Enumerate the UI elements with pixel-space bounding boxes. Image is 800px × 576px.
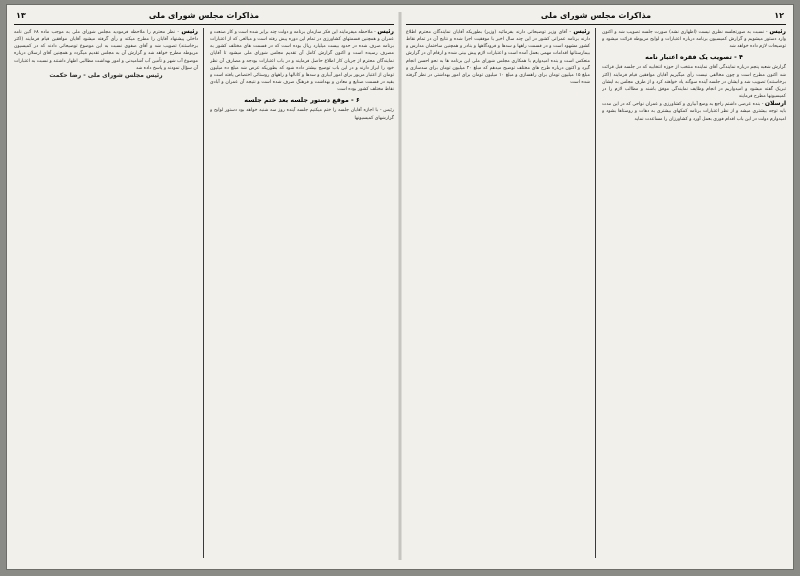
- left-header-title: مذاکرات مجلس شورای ملی: [148, 11, 260, 20]
- speaker-name: رئیس: [377, 28, 394, 35]
- closing-paragraph: رئیس - با اجازه آقایان جلسه را ختم میکنیم جلسه آینده روز سه شنبه خواهد بود دستور لوایح و گزارشهای کمیسیونها: [210, 108, 394, 121]
- left-page-left-column: رئیس - نظر محترم را ملاحظه فرمودید مجلس شورای ملی به موجب ماده ۶۸ آئین نامه داخلی پیشنهاد آقایان را مطرح میکند و رأی گرفته میشود آقایان موافقین قیام فرمایند (اکثر برخاستند) تصویب شد و آقای صفوی نسبت به این موضوع توضیحاتی دادند که در کمیسیون مربوطه مطرح خواهد شد و گزارش آن به مجلس تقدیم میگردد و همچنین آقای ارسلان درباره موضوع آب شهر و تأمین آب آشامیدنی و امور بهداشت مطالبی اظهار داشتند و نسبت به اعتبارات آن سؤال نمودند و پاسخ داده شد رئیس مجلس شورای ملی - رضا حکمت: [14, 28, 204, 558]
- speaker-name: رئیس: [573, 28, 591, 35]
- newspaper-spread: [6, 4, 794, 570]
- right-page-number: ۱۲: [774, 11, 784, 20]
- right-page-left-column: رئیس - آقای وزیر توضیحاتی دارند بفرمائید (وزیر) بطوریکه آقایان نمایندگان محترم اطلاع دارند برنامه عمرانی کشور در این چند سال اخیر با موفقیت اجرا شده و نتایج آن در تمام نقاط کشور مشهود است و در قسمت راهها و سدها و فرودگاهها و بنادر و همچنین ساختمان مدارس و بیمارستانها اقدامات مهمی بعمل آمده است و اعتبارات لازم پیش بینی شده و ارقام آن در گزارش منعکس است و بنده امیدوارم با همکاری مجلس شورای ملی این برنامه ها به نحو احسن انجام گیرد و اکنون درباره طرح های مختلف توضیح میدهم که مبلغ ۲۰ میلیون تومان برای سدسازی و مبلغ ۱۵ میلیون تومان برای راهسازی و مبلغ ۱۰ میلیون تومان برای امور بهداشتی در نظر گرفته شده است: [406, 28, 596, 558]
- right-page-right-column: رئیس - نسبت به صورتجلسه نظری نیست (اظهاری نشد) صورت جلسه تصویب شد و اکنون وارد دستور میشویم و گزارش کمیسیون برنامه درباره اعتبارات و لوایح مربوطه قرائت میشود و توضیحات لازم داده خواهد شد ۴ - تصویب یک فقره اعتبار نامه گزارش شعبه پنجم درباره نمایندگی آقای نماینده منتخب از حوزه انتخابیه که در جلسه قبل قرائت شد اکنون مطرح است و چون مخالفی نیست رأی میگیریم آقایان موافقین قیام فرمایند (اکثر برخاستند) تصویب شد و ایشان در جلسه آینده سوگند یاد خواهند کرد و از طرف مجلس به ایشان تبریک گفته میشود و امیدواریم در انجام وظایف نمایندگی موفق باشند و مطالب لازم را در کمیسیونها مطرح فرمایند ارسلان - بنده عرضی داشتم راجع به وضع آبیاری و کشاورزی و عمران نواحی که در این مدت باید توجه بیشتری میشد و از نظر اعتبارات برنامه کمکهای بیشتری به دهات و روستاها بشود و امیدوارم دولت در این باب اقدام فوری بعمل آورد و کشاورزان را مساعدت نماید: [602, 28, 786, 122]
- speaker-name: رئیس: [769, 28, 786, 35]
- section-heading: ۶ - موقع دستور جلسه بعد ختم جلسه: [244, 96, 360, 105]
- left-page-right-column: رئیس - ملاحظه میفرمایند این فکر سازمان برنامه و دولت چند برابر شده است و کار صنعت و عمران و همچنین قسمتهای کشاورزی در تمام این دوره پیش رفته است و مبالغی که از اعتبارات برنامه صرف شده در حدود بیست میلیارد ریال بوده است که در قسمت های مختلف کشور به مصرف رسیده است و اکنون گزارش کامل آن تقدیم مجلس شورای ملی میشود تا آقایان نمایندگان محترم از جریان کار اطلاع حاصل فرمایند و در باب اعتبارات بودجه و مصارف آن نظر خود را ابراز دارند و در این باب توضیح بیشتر داده شود که بطوریکه عرض شد مبلغ ده میلیون تومان از اعتبار مزبور برای امور آبیاری و سدها و کانالها و راههای روستائی اختصاص یافته است و بقیه در قسمت صنایع و معادن و بهداشت و فرهنگ صرف شده است و نتیجه آن عمران و آبادی نقاط مختلف کشور بوده است ۶ - موقع دستور جلسه بعد ختم جلسه رئیس - با اجازه آقایان جلسه را ختم میکنیم جلسه آینده روز سه شنبه خواهد بود دستور لوایح و گزارشهای کمیسیونها: [210, 28, 394, 121]
- paragraph: گزارش شعبه پنجم درباره نمایندگی آقای نماینده منتخب از حوزه انتخابیه که در جلسه قبل قرائت شد اکنون مطرح است و چون مخالفی نیست رأی میگیریم آقایان موافقین قیام فرمایند (اکثر برخاستند) تصویب شد و ایشان در جلسه آینده سوگند یاد خواهند کرد و از طرف مجلس به ایشان تبریک گفته میشود و امیدواریم در انجام وظایف نمایندگی موفق باشند و مطالب لازم را در کمیسیونها مطرح فرمایند: [602, 65, 786, 100]
- speaker-name: ارسلان: [764, 100, 786, 108]
- paragraph: ملاحظه میفرمایند این فکر سازمان برنامه و دولت چند برابر شده است و کار صنعت و عمران و همچنین قسمتهای کشاورزی در تمام این دوره پیش رفته است و مبالغی که از اعتبارات برنامه صرف شده در حدود بیست میلیارد ریال بوده است که در قسمت های مختلف کشور به مصرف رسیده است و اکنون گزارش کامل آن تقدیم مجلس شورای ملی میشود تا آقایان نمایندگان محترم از جریان کار اطلاع حاصل فرمایند و در باب اعتبارات بودجه و مصارف آن نظر خود را ابراز دارند و در این باب توضیح بیشتر داده شود که بطوریکه عرض شد مبلغ ده میلیون تومان از اعتبار مزبور برای امور آبیاری و سدها و کانالها و راههای روستائی اختصاص یافته است و بقیه در قسمت صنایع و معادن و بهداشت و فرهنگ صرف شده است و نتیجه آن عمران و آبادی نقاط مختلف کشور بوده است: [210, 30, 394, 93]
- right-header-title: مذاکرات مجلس شورای ملی: [540, 11, 652, 20]
- left-page-columns: [14, 28, 394, 558]
- paragraph: بنده عرضی داشتم راجع به وضع آبیاری و کشاورزی و عمران نواحی که در این مدت باید توجه بیشتری میشد و از نظر اعتبارات برنامه کمکهای بیشتری به دهات و روستاها بشود و امیدوارم دولت در این باب اقدام فوری بعمل آورد و کشاورزان را مساعدت نماید: [602, 102, 786, 122]
- paragraph: آقای وزیر توضیحاتی دارند بفرمائید (وزیر) بطوریکه آقایان نمایندگان محترم اطلاع دارند برنامه عمرانی کشور در این چند سال اخیر با موفقیت اجرا شده و نتایج آن در تمام نقاط کشور مشهود است و در قسمت راهها و سدها و فرودگاهها و بنادر و همچنین ساختمان مدارس و بیمارستانها اقدامات مهمی بعمل آمده است و اعتبارات لازم پیش بینی شده و ارقام آن در گزارش منعکس است و بنده امیدوارم با همکاری مجلس شورای ملی این برنامه ها به نحو احسن انجام گیرد و اکنون درباره طرح های مختلف توضیح میدهم که مبلغ ۲۰ میلیون تومان برای سدسازی و مبلغ ۱۵ میلیون تومان برای راهسازی و مبلغ ۱۰ میلیون تومان برای امور بهداشتی در نظر گرفته شده است: [406, 30, 590, 86]
- right-page-columns: [406, 28, 786, 558]
- signature: رئیس مجلس شورای ملی - رضا حکمت: [49, 71, 163, 79]
- paragraph: نظر محترم را ملاحظه فرمودید مجلس شورای ملی به موجب ماده ۶۸ آئین نامه داخلی پیشنهاد آقایان را مطرح میکند و رأی گرفته میشود آقایان موافقین قیام فرمایند (اکثر برخاستند) تصویب شد و آقای صفوی نسبت به این موضوع توضیحاتی دادند که در کمیسیون مربوطه مطرح خواهد شد و گزارش آن به مجلس تقدیم میگردد و همچنین آقای ارسلان درباره موضوع آب شهر و تأمین آب آشامیدنی و امور بهداشت مطالبی اظهار داشتند و نسبت به اعتبارات آن سؤال نمودند و پاسخ داده شد: [14, 30, 198, 71]
- section-heading: ۴ - تصویب یک فقره اعتبار نامه: [645, 53, 743, 62]
- left-page-number: ۱۳: [16, 11, 26, 20]
- paragraph: نسبت به صورتجلسه نظری نیست (اظهاری نشد) صورت جلسه تصویب شد و اکنون وارد دستور میشویم و گزارش کمیسیون برنامه درباره اعتبارات و لوایح مربوطه قرائت میشود و توضیحات لازم داده خواهد شد: [602, 30, 786, 50]
- left-page: [14, 10, 394, 562]
- left-running-head: [14, 10, 394, 25]
- speaker-name: رئیس: [181, 28, 198, 35]
- right-running-head: [406, 10, 786, 25]
- right-page: [406, 10, 786, 562]
- page-fold: [398, 12, 402, 560]
